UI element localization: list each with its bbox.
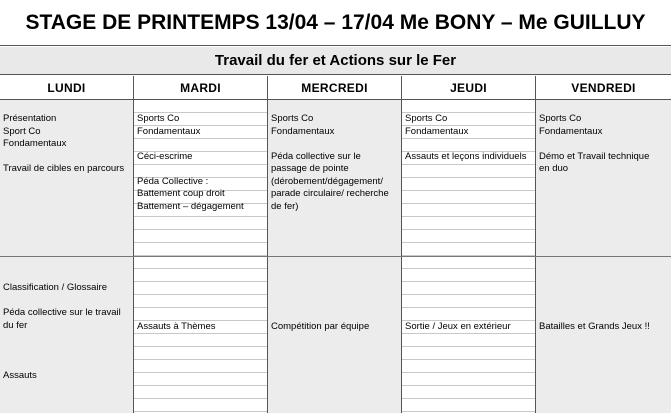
cell-line: Assauts à Thèmes: [137, 321, 216, 332]
cell-line: [3, 151, 134, 164]
day-header-mardi: MARDI: [134, 76, 268, 99]
page-title: STAGE DE PRINTEMPS 13/04 – 17/04 Me BONY – Me GUILLUY: [0, 0, 671, 46]
cell-line: [3, 295, 134, 308]
session-separator: [0, 256, 671, 257]
cell-line: Fondamentaux: [3, 138, 67, 149]
day-header-vendredi: VENDREDI: [571, 80, 636, 95]
cell-line: Battement coup droit: [137, 188, 225, 199]
cell-line: Fondamentaux: [539, 125, 603, 137]
cell-line: Assauts: [3, 369, 37, 381]
cell-line: Fondamentaux: [137, 125, 201, 137]
cell-line: Péda Collective :: [137, 175, 209, 187]
cell-line: Travail de cibles en parcours: [3, 163, 125, 174]
day-header-mercredi: MERCREDI: [268, 76, 402, 99]
morning-lundi: [0, 113, 134, 176]
cell-line: Sports Co: [137, 113, 180, 124]
cell-line: Sports Co: [405, 113, 448, 124]
cell-line: de fer): [271, 200, 299, 212]
cell-line: Sport Co: [3, 125, 41, 137]
cell-line: Sports Co: [271, 113, 314, 124]
cell-line: [3, 345, 134, 358]
cell-line: Péda collective sur le travail: [3, 307, 121, 318]
cell-line: parade circulaire/ recherche: [271, 188, 389, 199]
morning-mardi: [134, 113, 268, 213]
morning-jeudi: [402, 113, 536, 163]
cell-line: [137, 163, 268, 176]
cell-line: du fer: [3, 319, 28, 331]
cell-line: [3, 357, 134, 370]
cell-line: Classification / Glossaire: [3, 282, 108, 293]
day-header-jeudi: JEUDI: [402, 76, 536, 99]
cell-line: [271, 138, 402, 151]
afternoon-vendredi: [536, 321, 671, 334]
cell-line: Présentation: [3, 113, 57, 124]
cell-line: Batailles et Grands Jeux !!: [539, 321, 650, 332]
morning-vendredi: [536, 113, 671, 176]
afternoon-jeudi: [402, 321, 536, 334]
cell-line: Fondamentaux: [405, 125, 469, 137]
cell-line: Assauts et leçons individuels: [405, 150, 527, 162]
cell-line: Sortie / Jeux en extérieur: [405, 321, 511, 332]
cell-line: Céci-escrime: [137, 150, 193, 162]
cell-line: Démo et Travail technique: [539, 150, 650, 162]
afternoon-lundi: [0, 282, 134, 382]
subtitle: Travail du fer et Actions sur le Fer: [0, 47, 671, 75]
cell-line: [137, 138, 268, 151]
cell-line: (dérobement/dégagement/: [271, 175, 383, 187]
cell-line: [405, 138, 536, 151]
cell-line: en duo: [539, 163, 569, 174]
day-header-row: [0, 76, 671, 100]
cell-line: Battement – dégagement: [137, 200, 244, 212]
morning-mercredi: [268, 113, 402, 213]
cell-line: Péda collective sur le: [271, 150, 361, 162]
cell-line: Fondamentaux: [271, 125, 335, 137]
day-header-lundi: LUNDI: [0, 76, 134, 99]
cell-line: Sports Co: [539, 113, 582, 124]
afternoon-mercredi: [268, 321, 402, 334]
cell-line: Compétition par équipe: [271, 321, 370, 332]
afternoon-mardi: [134, 321, 268, 334]
cell-line: [3, 332, 134, 345]
cell-line: [539, 138, 671, 151]
cell-line: passage de pointe: [271, 163, 349, 174]
